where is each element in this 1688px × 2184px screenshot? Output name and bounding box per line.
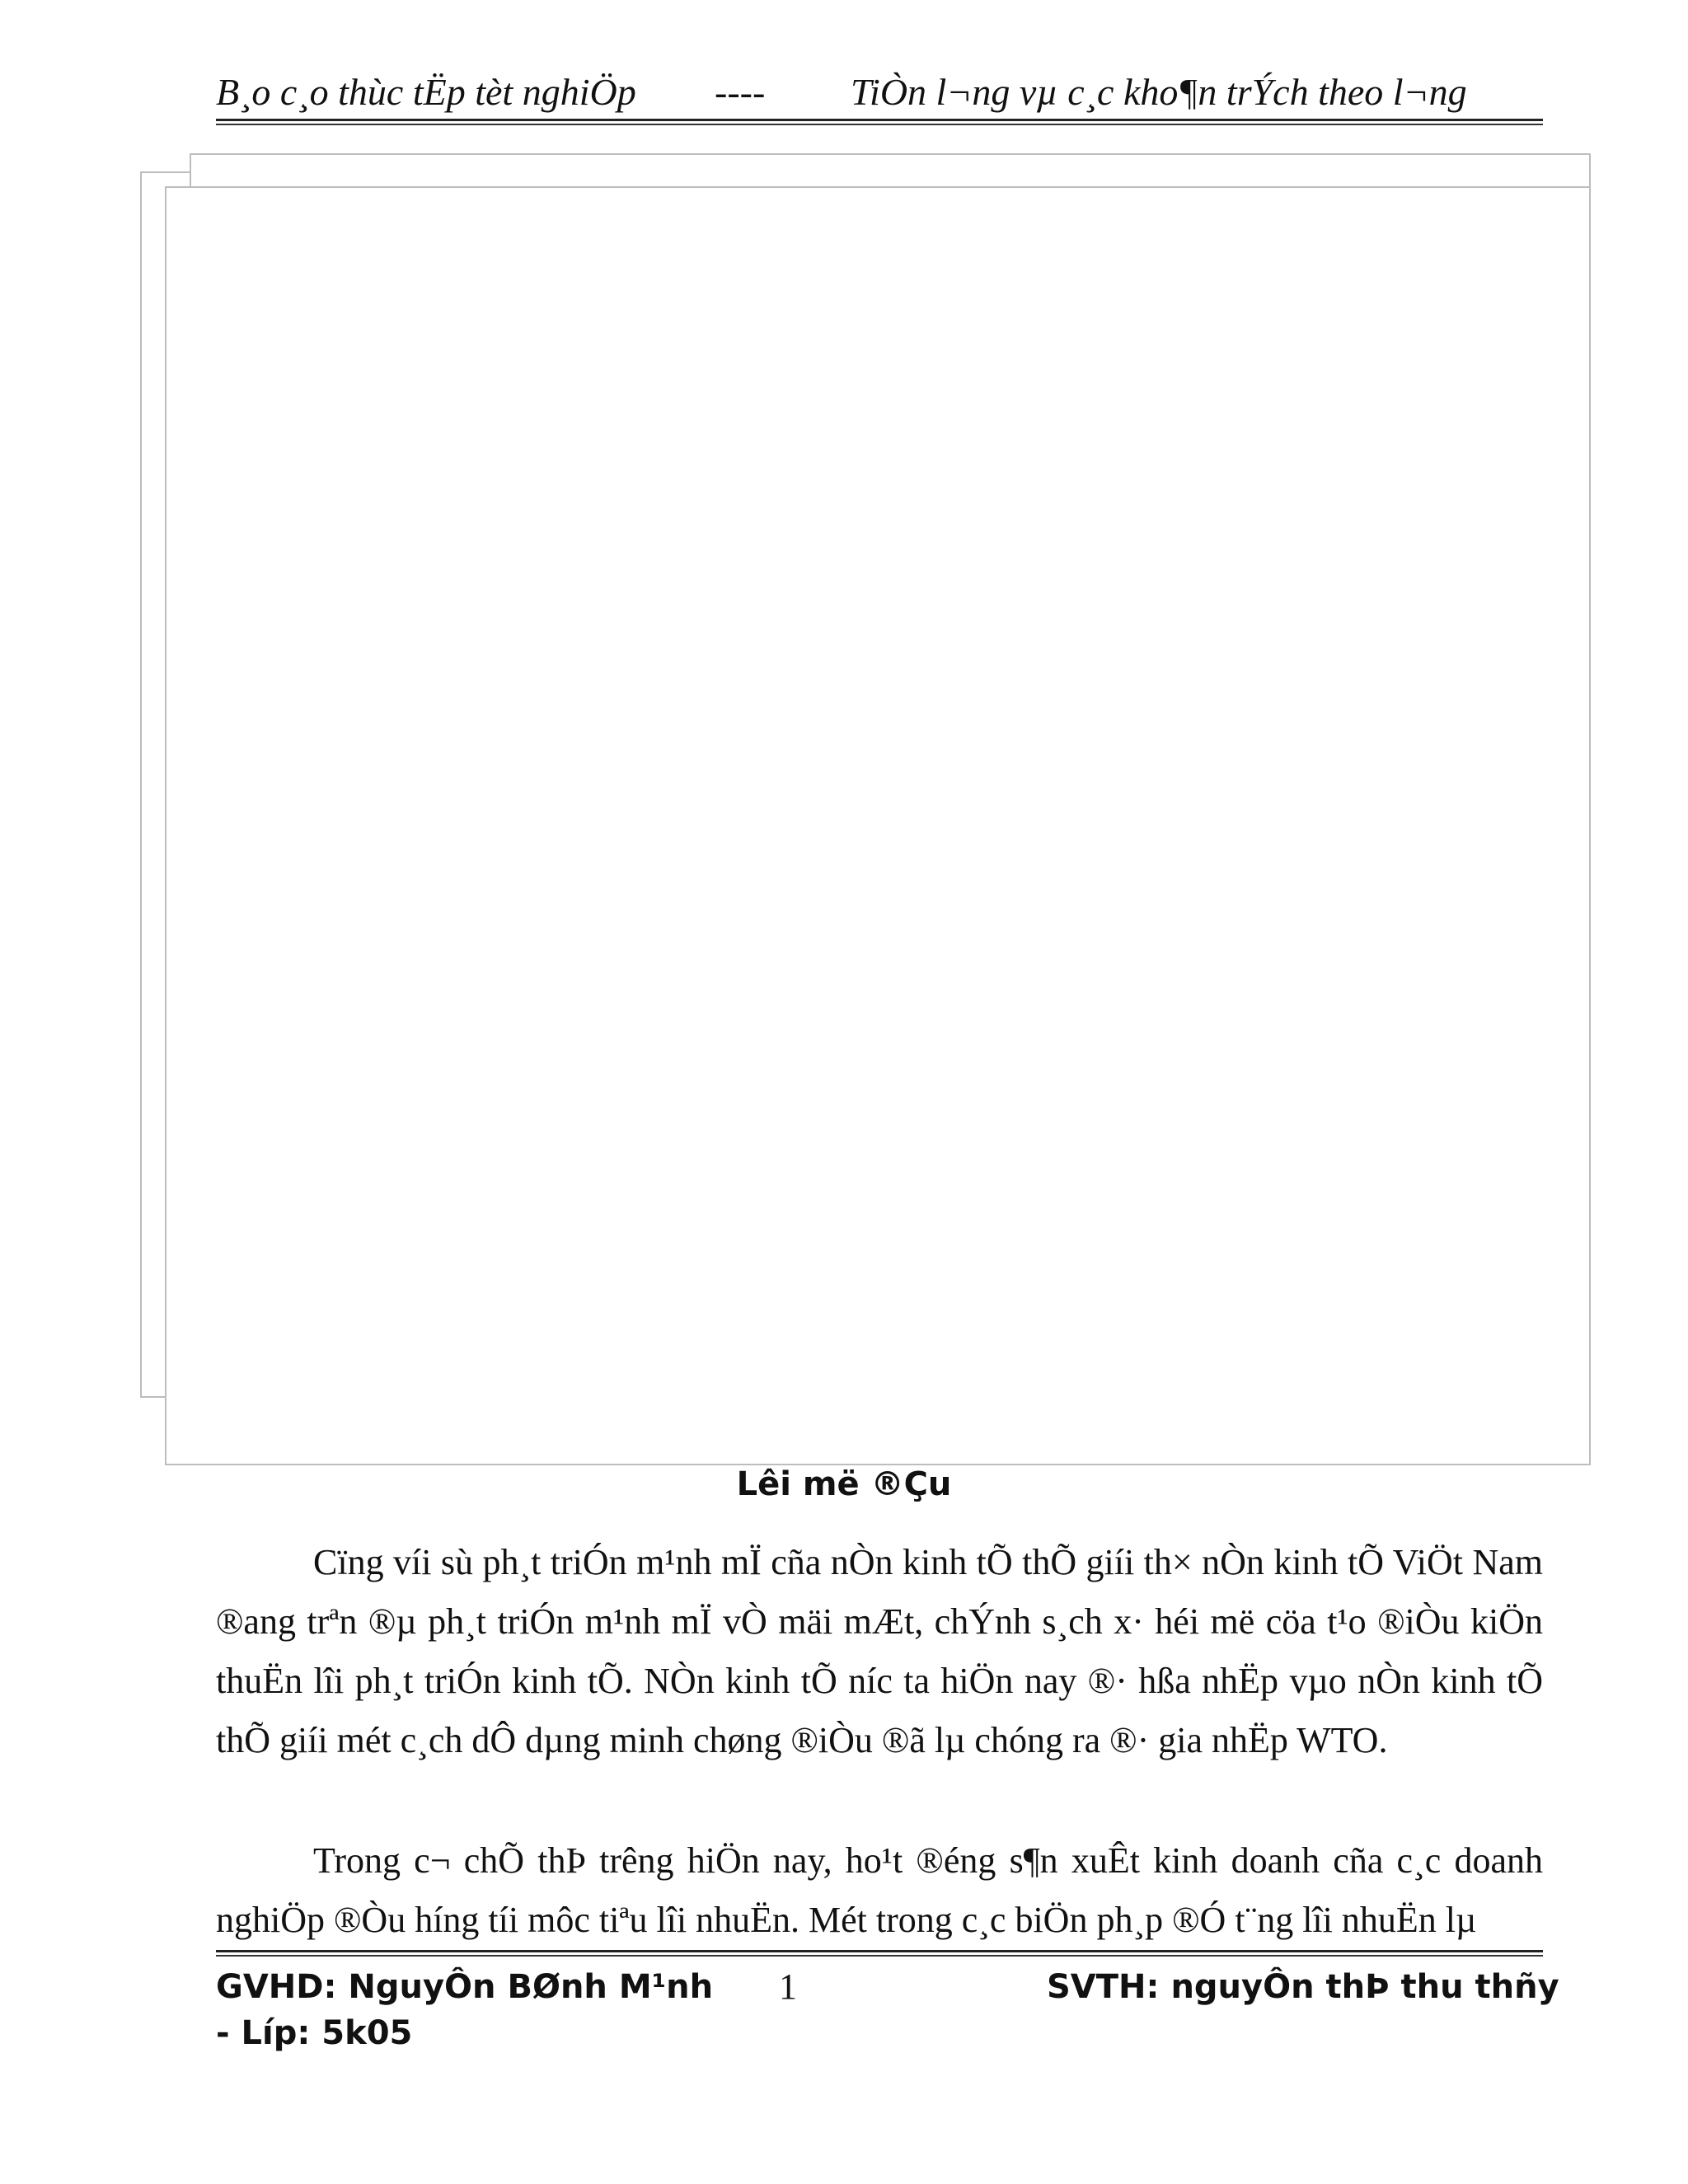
- header-rule-thin: [216, 124, 1543, 125]
- header-separator: ----: [715, 71, 766, 113]
- paragraph-2: Trong c¬ chÕ thÞ trêng hiÖn nay, ho¹t ®éng s¶n xuÊt kinh doanh cña c¸c doanh nghiÖp ®Òu híng tíi môc tiªu lîi nhuËn. Mét trong c¸c biÖn ph¸p ®Ó t¨ng lîi nhuËn lµ: [216, 1840, 1543, 1940]
- header-left-text: B¸o c¸o thùc tËp tèt nghiÖp: [216, 71, 636, 113]
- footer-advisor: GVHD: NguyÔn BØnh M¹nh: [216, 1968, 714, 2006]
- footer-rule: [216, 1950, 1543, 1952]
- page-number: 1: [779, 1966, 797, 2007]
- header-rule: [216, 119, 1543, 121]
- footer-student: SVTH: nguyÔn thÞ thu thñy: [1047, 1968, 1559, 2006]
- section-title: Lêi më ®Çu: [736, 1465, 952, 1503]
- footer-class: - Líp: 5k05: [216, 2014, 413, 2052]
- paragraph-1: Cïng víi sù ph¸t triÓn m¹nh mÏ cña nÒn kinh tÕ thÕ giíi th× nÒn kinh tÕ ViÖt Nam ®ang trªn ®µ ph¸t triÓn m¹nh mÏ vÒ mäi mÆt, chÝnh s¸ch x· héi më cöa t¹o ®iÒu kiÖn thuËn lîi ph¸t triÓn kinh tÕ. NÒn kinh tÕ níc ta hiÖn nay ®· hßa nhËp vµo nÒn kinh tÕ thÕ giíi mét c¸ch dÔ dµng minh chøng ®iÒu ®ã lµ chóng ra ®· gia nhËp WTO.: [216, 1542, 1543, 1760]
- footer-rule-thin: [216, 1955, 1543, 1957]
- page-header: [216, 68, 1543, 117]
- header-right-text: TiÒn l¬ng vµ c¸c kho¶n trÝch theo l¬ng: [851, 71, 1467, 113]
- front-frame: [165, 186, 1591, 1465]
